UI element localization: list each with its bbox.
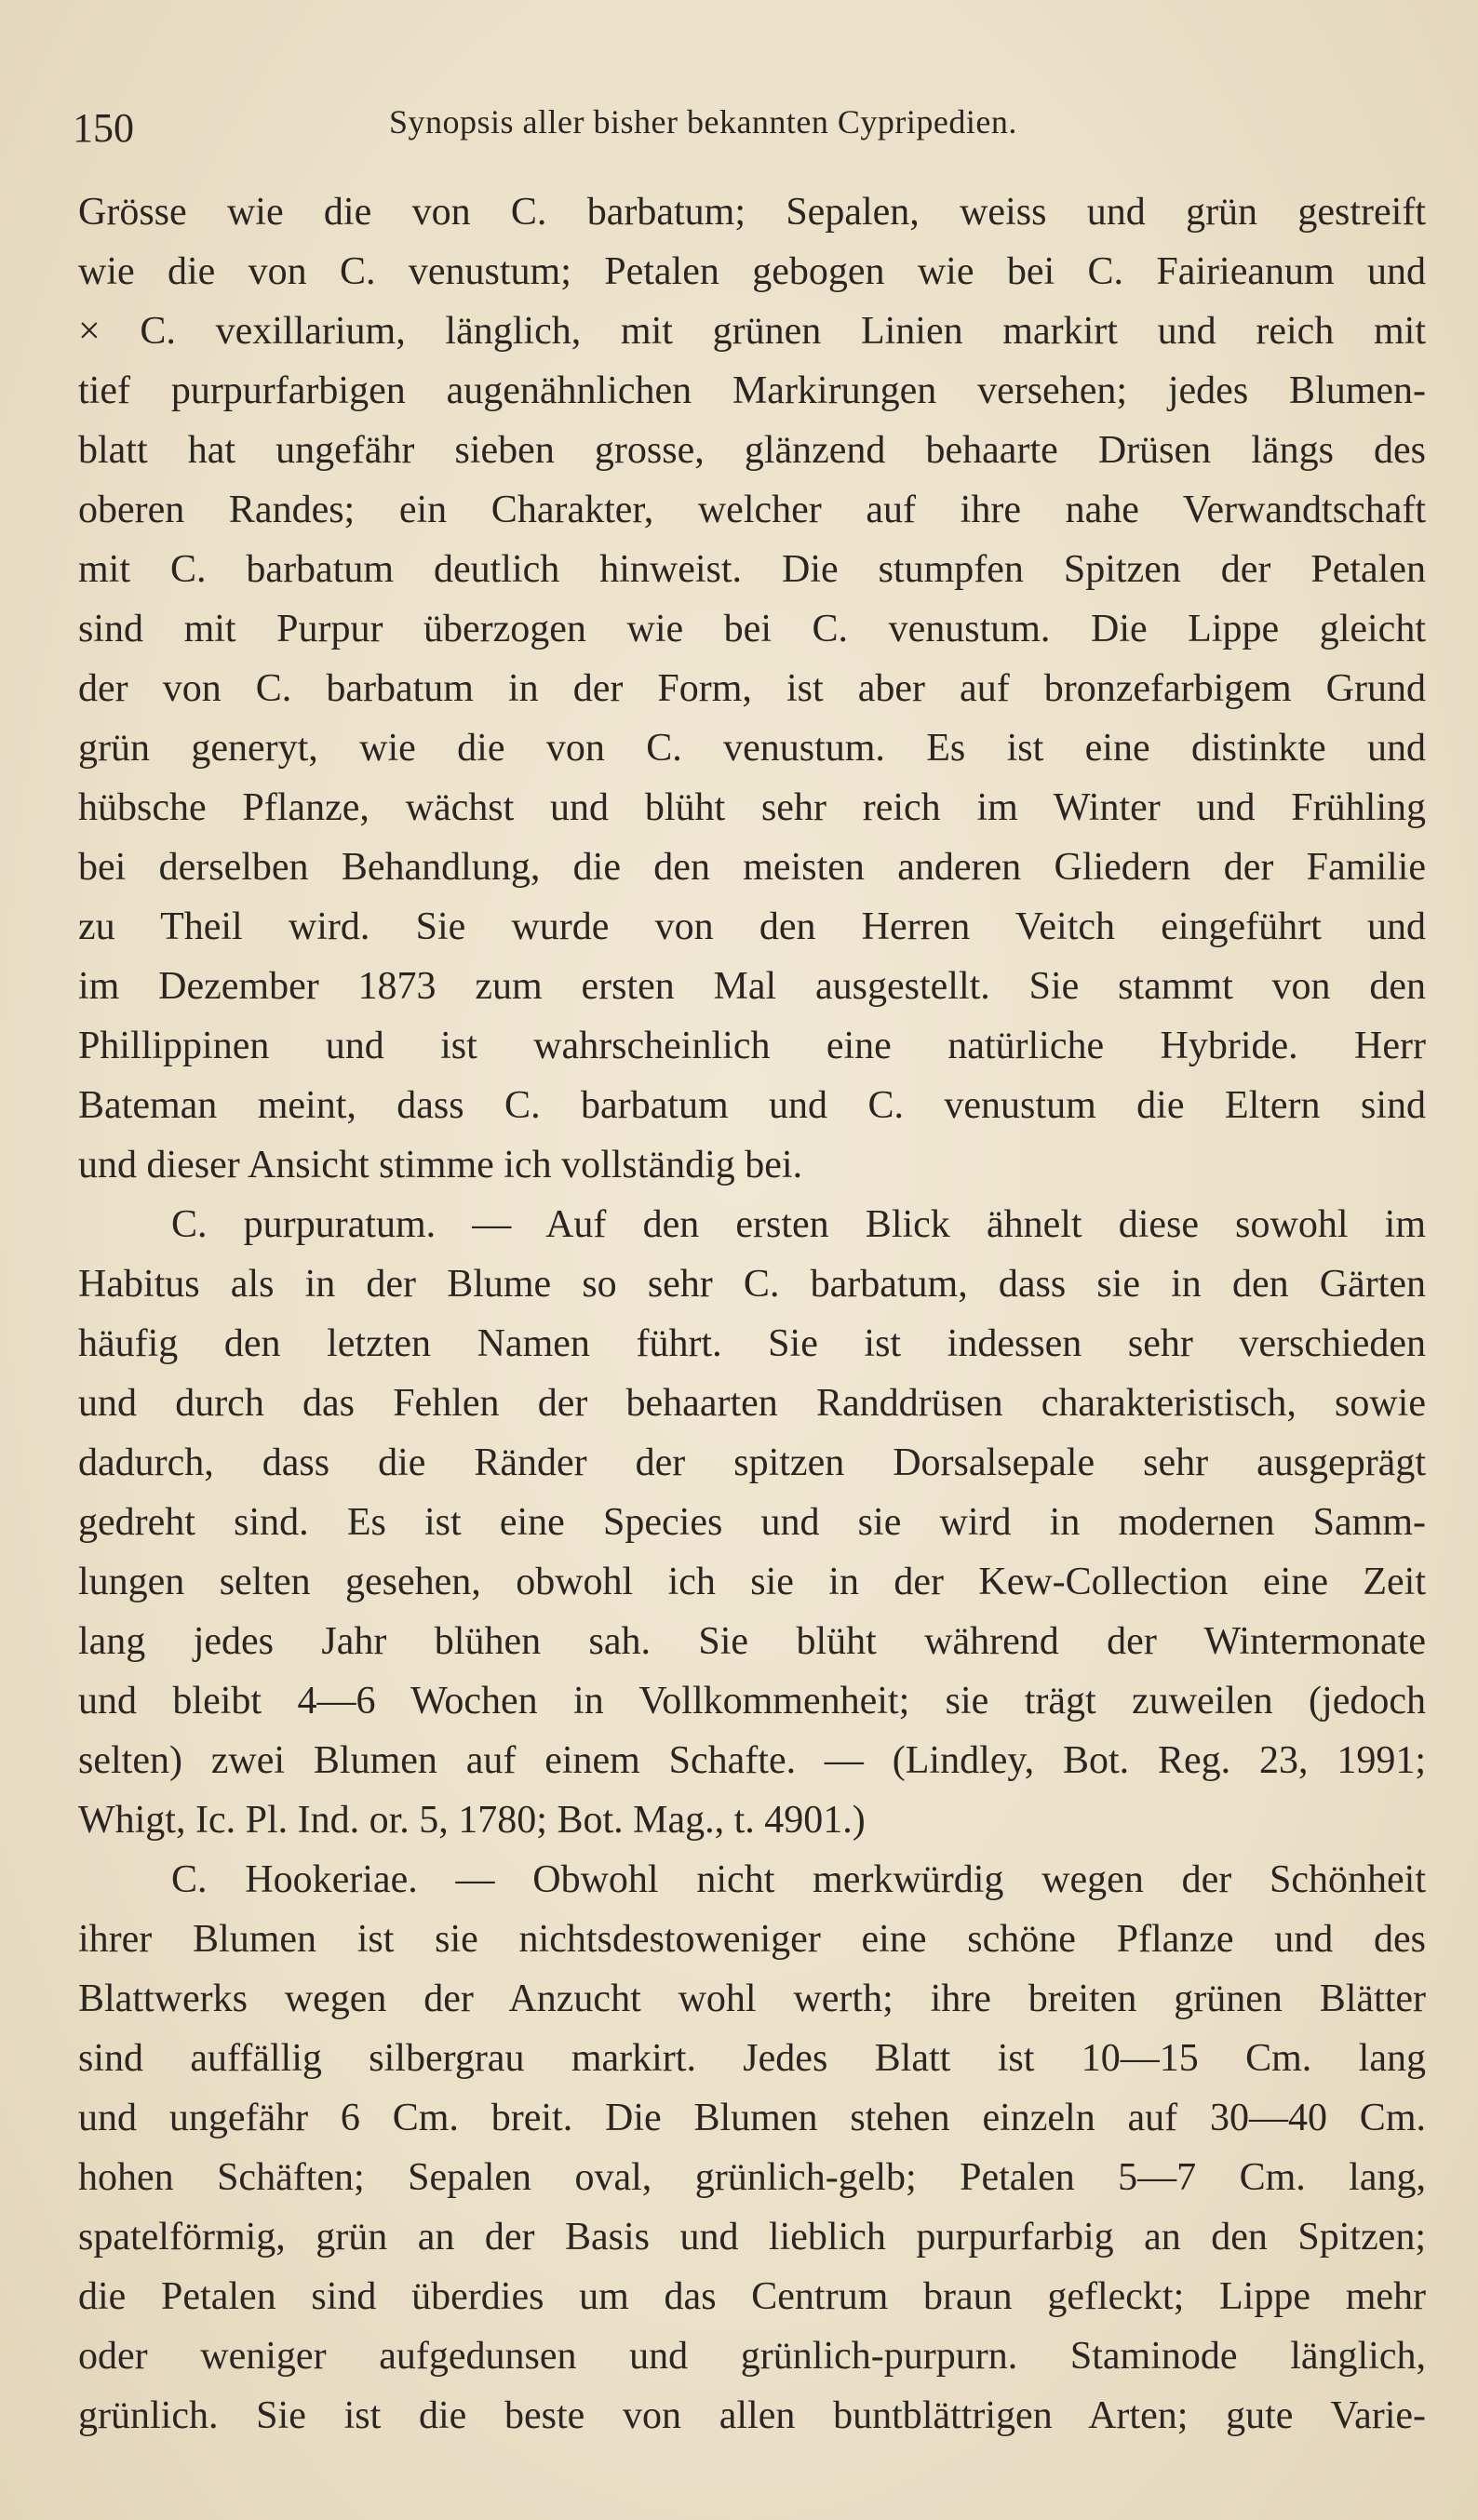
- text-line: mit C. barbatum deutlich hinweist. Die stumpfen Spitzen der Petalen: [78, 548, 1426, 591]
- text-line: und ungefähr 6 Cm. breit. Die Blumen stehen einzeln auf 30—40 Cm.: [78, 2097, 1426, 2139]
- paragraph-start-hookeriae: C. Hookeriae. — Obwohl nicht merkwürdig wegen der Schönheit: [171, 1858, 1426, 1901]
- text-line: tief purpurfarbigen augenähnlichen Markirungen versehen; jedes Blumen-: [78, 369, 1426, 412]
- text-line: der von C. barbatum in der Form, ist aber auf bronzefarbigem Grund: [78, 667, 1426, 710]
- text-line: grünlich. Sie ist die beste von allen buntblättrigen Arten; gute Varie-: [78, 2394, 1426, 2437]
- paragraph-end-line: Whigt, Ic. Pl. Ind. or. 5, 1780; Bot. Mag., t. 4901.): [78, 1799, 866, 1842]
- text-line: Phillippinen und ist wahrscheinlich eine natürliche Hybride. Herr: [78, 1025, 1426, 1067]
- text-line: lungen selten gesehen, obwohl ich sie in der Kew-Collection eine Zeit: [78, 1561, 1426, 1603]
- text-line: × C. vexillarium, länglich, mit grünen Linien markirt und reich mit: [78, 310, 1426, 353]
- text-line: wie die von C. venustum; Petalen gebogen wie bei C. Fairieanum und: [78, 250, 1426, 293]
- text-line: spatelförmig, grün an der Basis und lieblich purpurfarbig an den Spitzen;: [78, 2216, 1426, 2259]
- text-line: oberen Randes; ein Charakter, welcher auf ihre nahe Verwandtschaft: [78, 489, 1426, 531]
- text-line: und durch das Fehlen der behaarten Randdrüsen charakteristisch, sowie: [78, 1382, 1426, 1425]
- paragraph-start-purpuratum: C. purpuratum. — Auf den ersten Blick ähnelt diese sowohl im: [171, 1203, 1426, 1246]
- text-line: sind mit Purpur überzogen wie bei C. venustum. Die Lippe gleicht: [78, 608, 1426, 650]
- text-line: selten) zwei Blumen auf einem Schafte. — (Lindley, Bot. Reg. 23, 1991;: [78, 1739, 1426, 1782]
- running-title: Synopsis aller bisher bekannten Cypripedien.: [389, 103, 1017, 141]
- text-line: Blattwerks wegen der Anzucht wohl werth; ihre breiten grünen Blätter: [78, 1977, 1426, 2020]
- text-line: im Dezember 1873 zum ersten Mal ausgestellt. Sie stammt von den: [78, 965, 1426, 1008]
- text-line: lang jedes Jahr blühen sah. Sie blüht während der Wintermonate: [78, 1620, 1426, 1663]
- text-line: blatt hat ungefähr sieben grosse, glänzend behaarte Drüsen längs des: [78, 429, 1426, 472]
- text-line: zu Theil wird. Sie wurde von den Herren Veitch eingeführt und: [78, 905, 1426, 948]
- text-line: dadurch, dass die Ränder der spitzen Dorsalsepale sehr ausgeprägt: [78, 1441, 1426, 1484]
- text-line: ihrer Blumen ist sie nichtsdestoweniger eine schöne Pflanze und des: [78, 1918, 1426, 1961]
- text-line: häufig den letzten Namen führt. Sie ist indessen sehr verschieden: [78, 1322, 1426, 1365]
- text-line: gedreht sind. Es ist eine Species und sie wird in modernen Samm-: [78, 1501, 1426, 1544]
- text-line: hohen Schäften; Sepalen oval, grünlich-gelb; Petalen 5—7 Cm. lang,: [78, 2156, 1426, 2199]
- text-line: oder weniger aufgedunsen und grünlich-purpurn. Staminode länglich,: [78, 2335, 1426, 2378]
- text-line: Habitus als in der Blume so sehr C. barbatum, dass sie in den Gärten: [78, 1263, 1426, 1306]
- text-line: bei derselben Behandlung, die den meisten anderen Gliedern der Familie: [78, 846, 1426, 889]
- text-line: sind auffällig silbergrau markirt. Jedes Blatt ist 10—15 Cm. lang: [78, 2037, 1426, 2080]
- text-line: und bleibt 4—6 Wochen in Vollkommenheit; sie trägt zuweilen (jedoch: [78, 1680, 1426, 1722]
- paragraph-end-line: und dieser Ansicht stimme ich vollständig bei.: [78, 1144, 803, 1186]
- text-line: Bateman meint, dass C. barbatum und C. venustum die Eltern sind: [78, 1084, 1426, 1127]
- text-line: die Petalen sind überdies um das Centrum braun gefleckt; Lippe mehr: [78, 2275, 1426, 2318]
- page-header: [73, 97, 1431, 156]
- text-line: grün generyt, wie die von C. venustum. Es ist eine distinkte und: [78, 727, 1426, 770]
- text-line: hübsche Pflanze, wächst und blüht sehr reich im Winter und Frühling: [78, 786, 1426, 829]
- page-number: 150: [73, 105, 134, 151]
- text-line: Grösse wie die von C. barbatum; Sepalen, weiss und grün gestreift: [78, 191, 1426, 234]
- body-text: [78, 182, 1426, 2446]
